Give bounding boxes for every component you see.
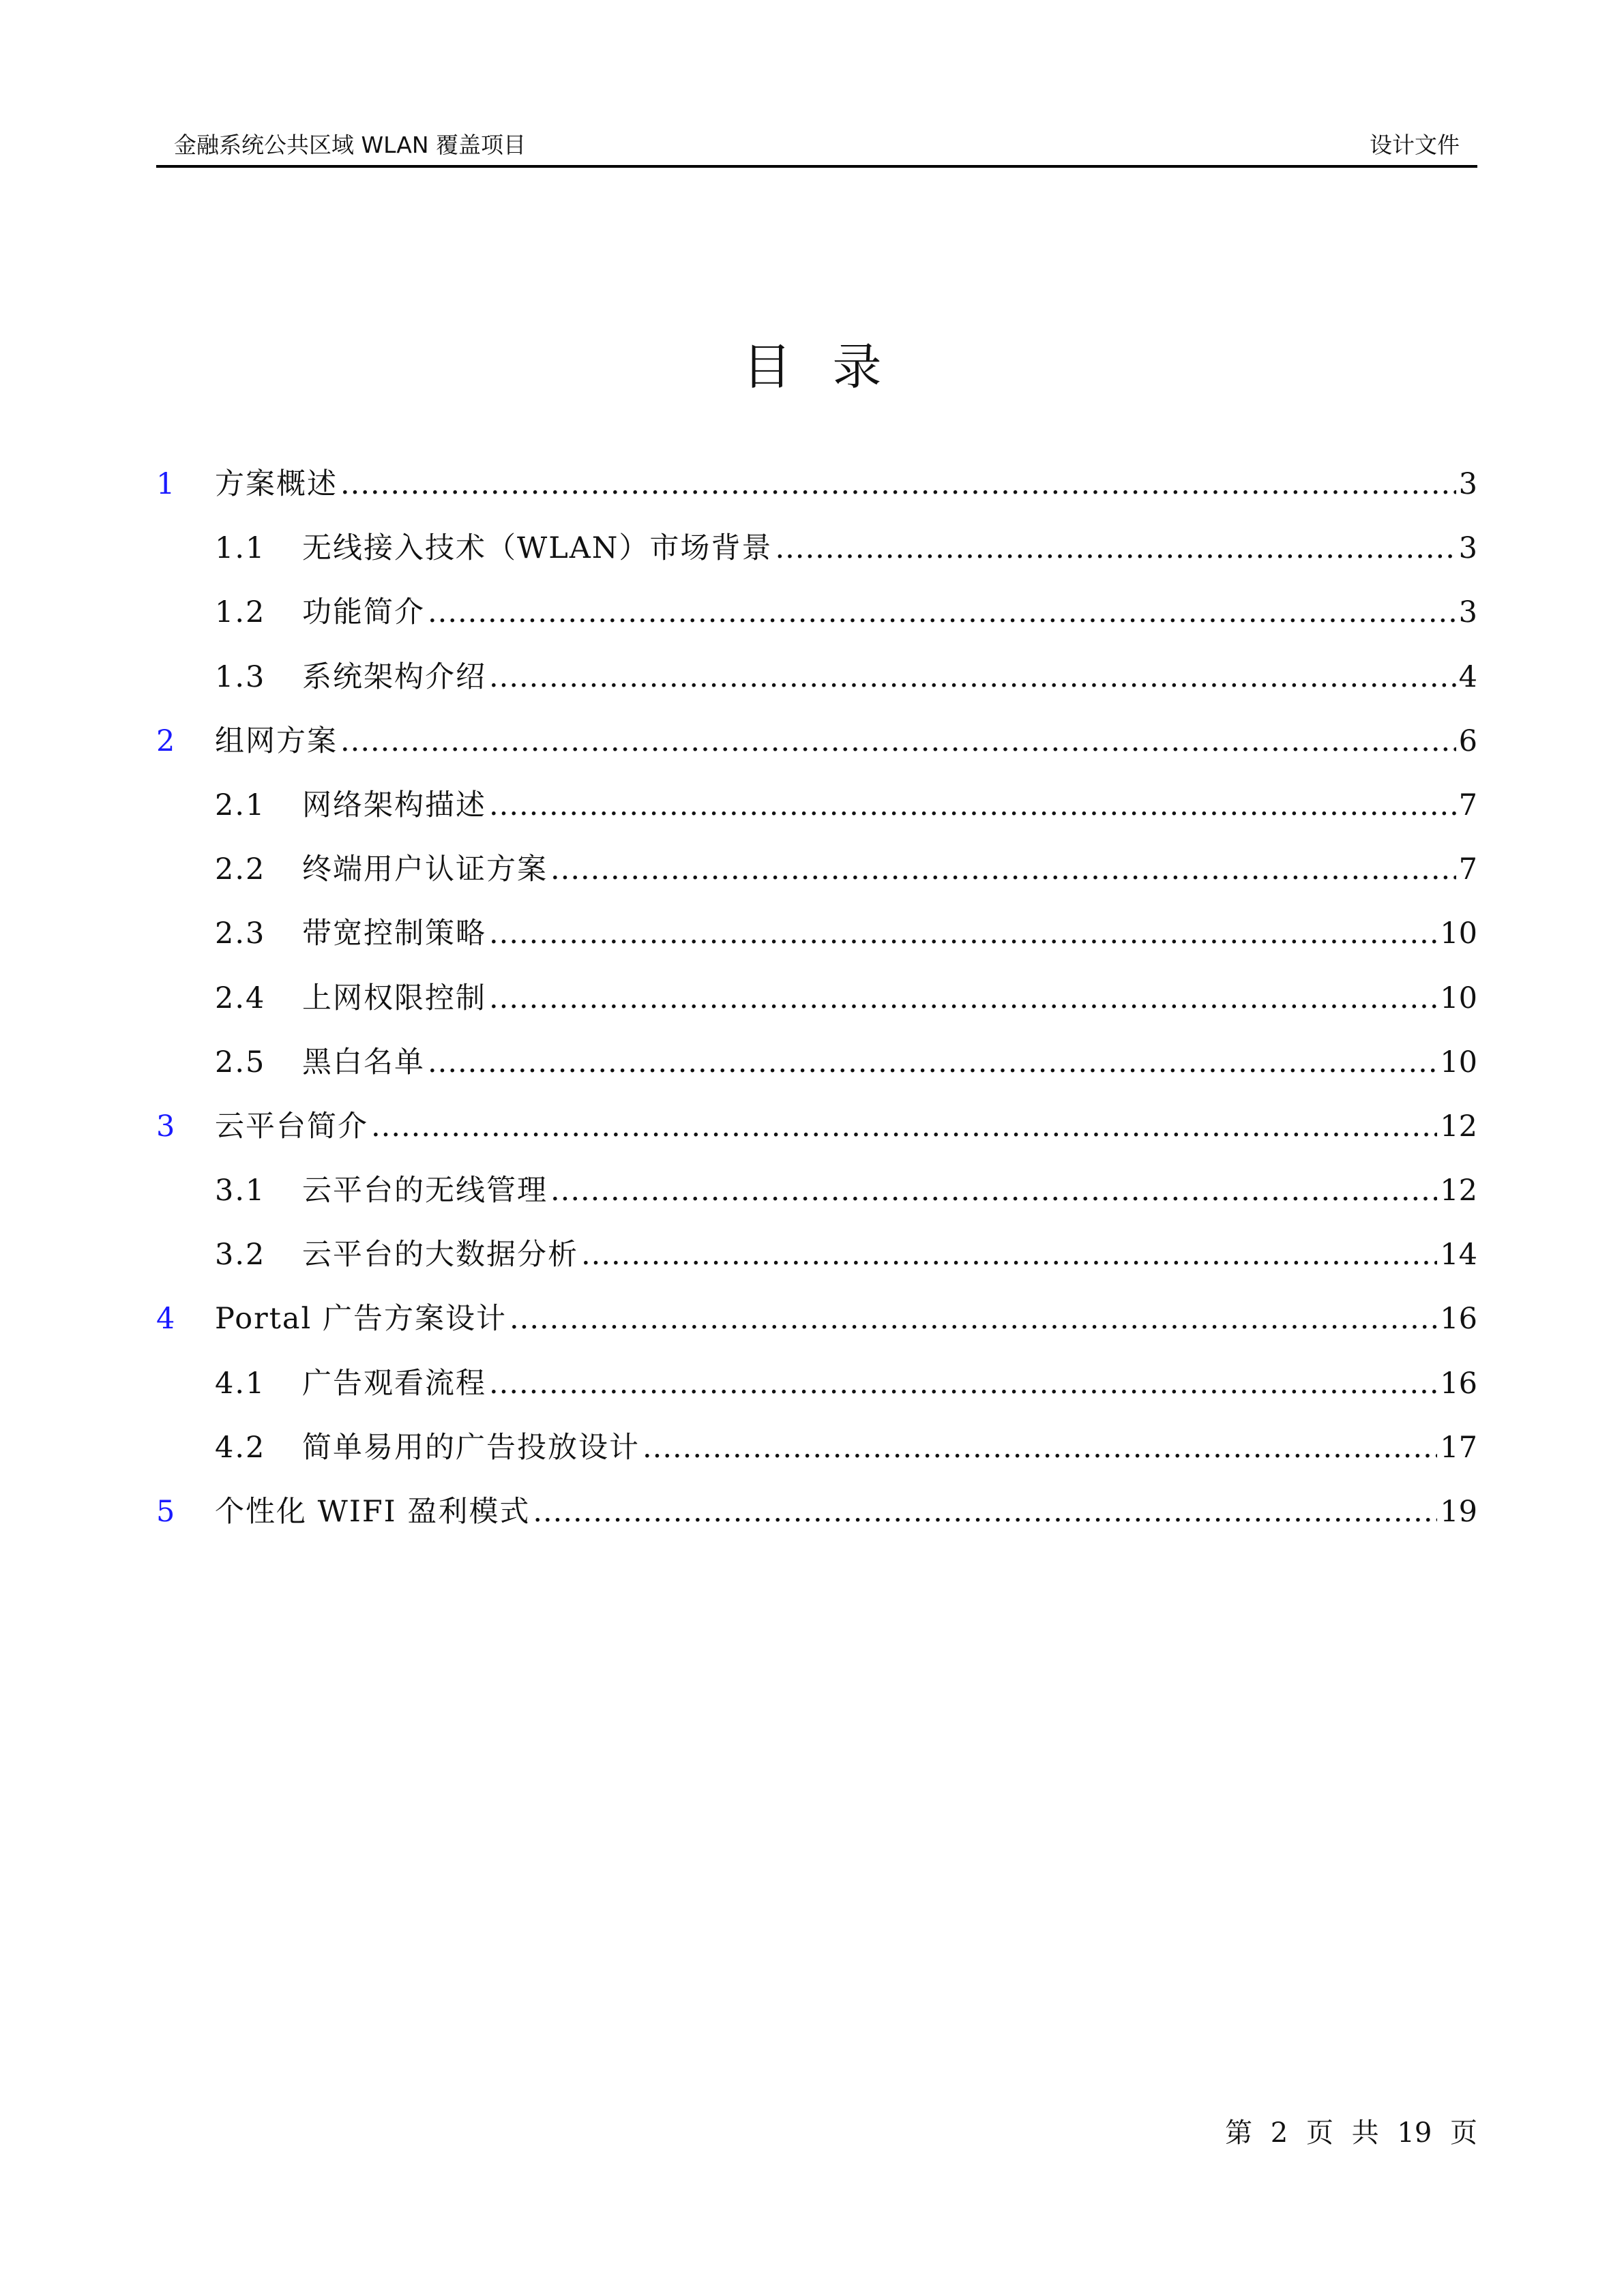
dot-leader [489, 981, 1437, 1015]
toc-entry-number: 2.1 [215, 788, 266, 822]
toc-title: 目录 [742, 338, 923, 396]
toc-entry-page[interactable]: 3 [1458, 467, 1477, 501]
toc-entry-title[interactable]: 方案概述 [215, 467, 338, 501]
toc-entry-number: 1.2 [215, 595, 266, 630]
toc-entry-number: 2.4 [215, 981, 266, 1015]
toc-entry-number: 2.5 [215, 1045, 266, 1079]
toc-entry[interactable] [156, 910, 1477, 974]
toc-entry[interactable] [156, 589, 1477, 653]
toc-entry[interactable] [156, 718, 1477, 782]
toc-entry-title[interactable]: 带宽控制策略 [302, 916, 486, 951]
dot-leader [428, 595, 1456, 629]
toc-entry-title[interactable]: 云平台的大数据分析 [302, 1238, 578, 1272]
toc-entry[interactable] [156, 1232, 1477, 1296]
dot-leader [533, 1495, 1437, 1529]
toc-entry-page[interactable]: 16 [1440, 1366, 1477, 1401]
toc-entry-number: 2.3 [215, 916, 266, 951]
dot-leader [371, 1109, 1437, 1144]
toc-entry[interactable] [156, 525, 1477, 589]
toc-entry-number: 1.1 [215, 531, 266, 566]
dot-leader [581, 1238, 1437, 1272]
toc-entry-page[interactable]: 3 [1458, 595, 1477, 630]
toc-entry-page[interactable]: 17 [1440, 1430, 1477, 1465]
toc-entry-title[interactable]: 云平台简介 [215, 1109, 368, 1144]
toc-entry-page[interactable]: 7 [1458, 788, 1477, 822]
header-project-title: 金融系统公共区域 WLAN 覆盖项目 [174, 132, 527, 158]
toc-entry-title[interactable]: 系统架构介绍 [302, 659, 486, 694]
toc-entry-number: 4.2 [215, 1430, 266, 1465]
toc-entry-number: 5 [156, 1495, 175, 1529]
dot-leader [775, 531, 1456, 565]
dot-leader [489, 660, 1456, 694]
toc-entry[interactable] [156, 782, 1477, 846]
dot-leader [550, 1174, 1437, 1208]
toc-entry[interactable] [156, 1039, 1477, 1103]
toc-entry-page[interactable]: 12 [1440, 1109, 1477, 1144]
dot-leader [643, 1431, 1437, 1465]
toc-entry[interactable] [156, 1489, 1477, 1553]
toc-entry-title[interactable]: 终端用户认证方案 [302, 852, 548, 887]
toc-entry-number: 3.2 [215, 1238, 266, 1272]
toc-entry[interactable] [156, 975, 1477, 1039]
toc-entry[interactable] [156, 1425, 1477, 1489]
toc-entry-number: 2 [156, 724, 175, 758]
toc-entry-title[interactable]: 上网权限控制 [302, 981, 486, 1015]
toc-entry-page[interactable]: 10 [1440, 916, 1477, 951]
toc-entry[interactable] [156, 1167, 1477, 1232]
dot-leader [489, 916, 1437, 951]
dot-leader [489, 1367, 1437, 1401]
page-header [156, 130, 1477, 168]
toc-entry-title[interactable]: 黑白名单 [302, 1045, 425, 1079]
toc-entry-page[interactable]: 6 [1458, 724, 1477, 758]
dot-leader [489, 788, 1456, 822]
toc-entry-title[interactable]: 网络架构描述 [302, 788, 486, 822]
toc-entry-number: 1 [156, 467, 175, 501]
toc-entry[interactable] [156, 846, 1477, 910]
page-footer: 第 2 页 共 19 页 [1225, 2117, 1477, 2149]
toc-entry-page[interactable]: 7 [1458, 852, 1477, 887]
header-doc-type: 设计文件 [1370, 132, 1460, 158]
dot-leader [550, 852, 1456, 886]
toc-entry-title[interactable]: Portal 广告方案设计 [215, 1302, 507, 1337]
toc-entry-number: 2.2 [215, 852, 266, 887]
toc-entry-title[interactable]: 功能简介 [302, 595, 425, 630]
dot-leader [428, 1045, 1437, 1079]
toc-entry-page[interactable]: 19 [1440, 1495, 1477, 1529]
toc-entry-page[interactable]: 12 [1440, 1174, 1477, 1208]
toc-entry-title[interactable]: 组网方案 [215, 724, 338, 758]
toc-entry-title[interactable]: 无线接入技术（WLAN）市场背景 [302, 531, 773, 566]
toc-entry-page[interactable]: 10 [1440, 1045, 1477, 1079]
toc-entry[interactable] [156, 654, 1477, 718]
toc-entry[interactable] [156, 1103, 1477, 1167]
dot-leader [340, 467, 1456, 501]
toc-entry[interactable] [156, 461, 1477, 525]
dot-leader [340, 724, 1456, 758]
toc-entry-number: 4.1 [215, 1366, 266, 1401]
toc-entry-number: 3 [156, 1109, 175, 1144]
dot-leader [510, 1302, 1437, 1336]
toc-entry-title[interactable]: 广告观看流程 [302, 1366, 486, 1401]
toc-entry-page[interactable]: 3 [1458, 531, 1477, 566]
table-of-contents [156, 461, 1477, 1553]
toc-entry-title[interactable]: 云平台的无线管理 [302, 1174, 548, 1208]
toc-entry-page[interactable]: 16 [1440, 1302, 1477, 1337]
toc-entry-title[interactable]: 个性化 WIFI 盈利模式 [215, 1495, 531, 1529]
toc-entry-page[interactable]: 4 [1458, 659, 1477, 694]
toc-entry-number: 4 [156, 1302, 175, 1337]
toc-entry[interactable] [156, 1360, 1477, 1425]
toc-entry[interactable] [156, 1296, 1477, 1360]
toc-entry-number: 3.1 [215, 1174, 266, 1208]
toc-entry-title[interactable]: 简单易用的广告投放设计 [302, 1430, 640, 1465]
toc-entry-page[interactable]: 10 [1440, 981, 1477, 1015]
toc-entry-number: 1.3 [215, 659, 266, 694]
toc-entry-page[interactable]: 14 [1440, 1238, 1477, 1272]
